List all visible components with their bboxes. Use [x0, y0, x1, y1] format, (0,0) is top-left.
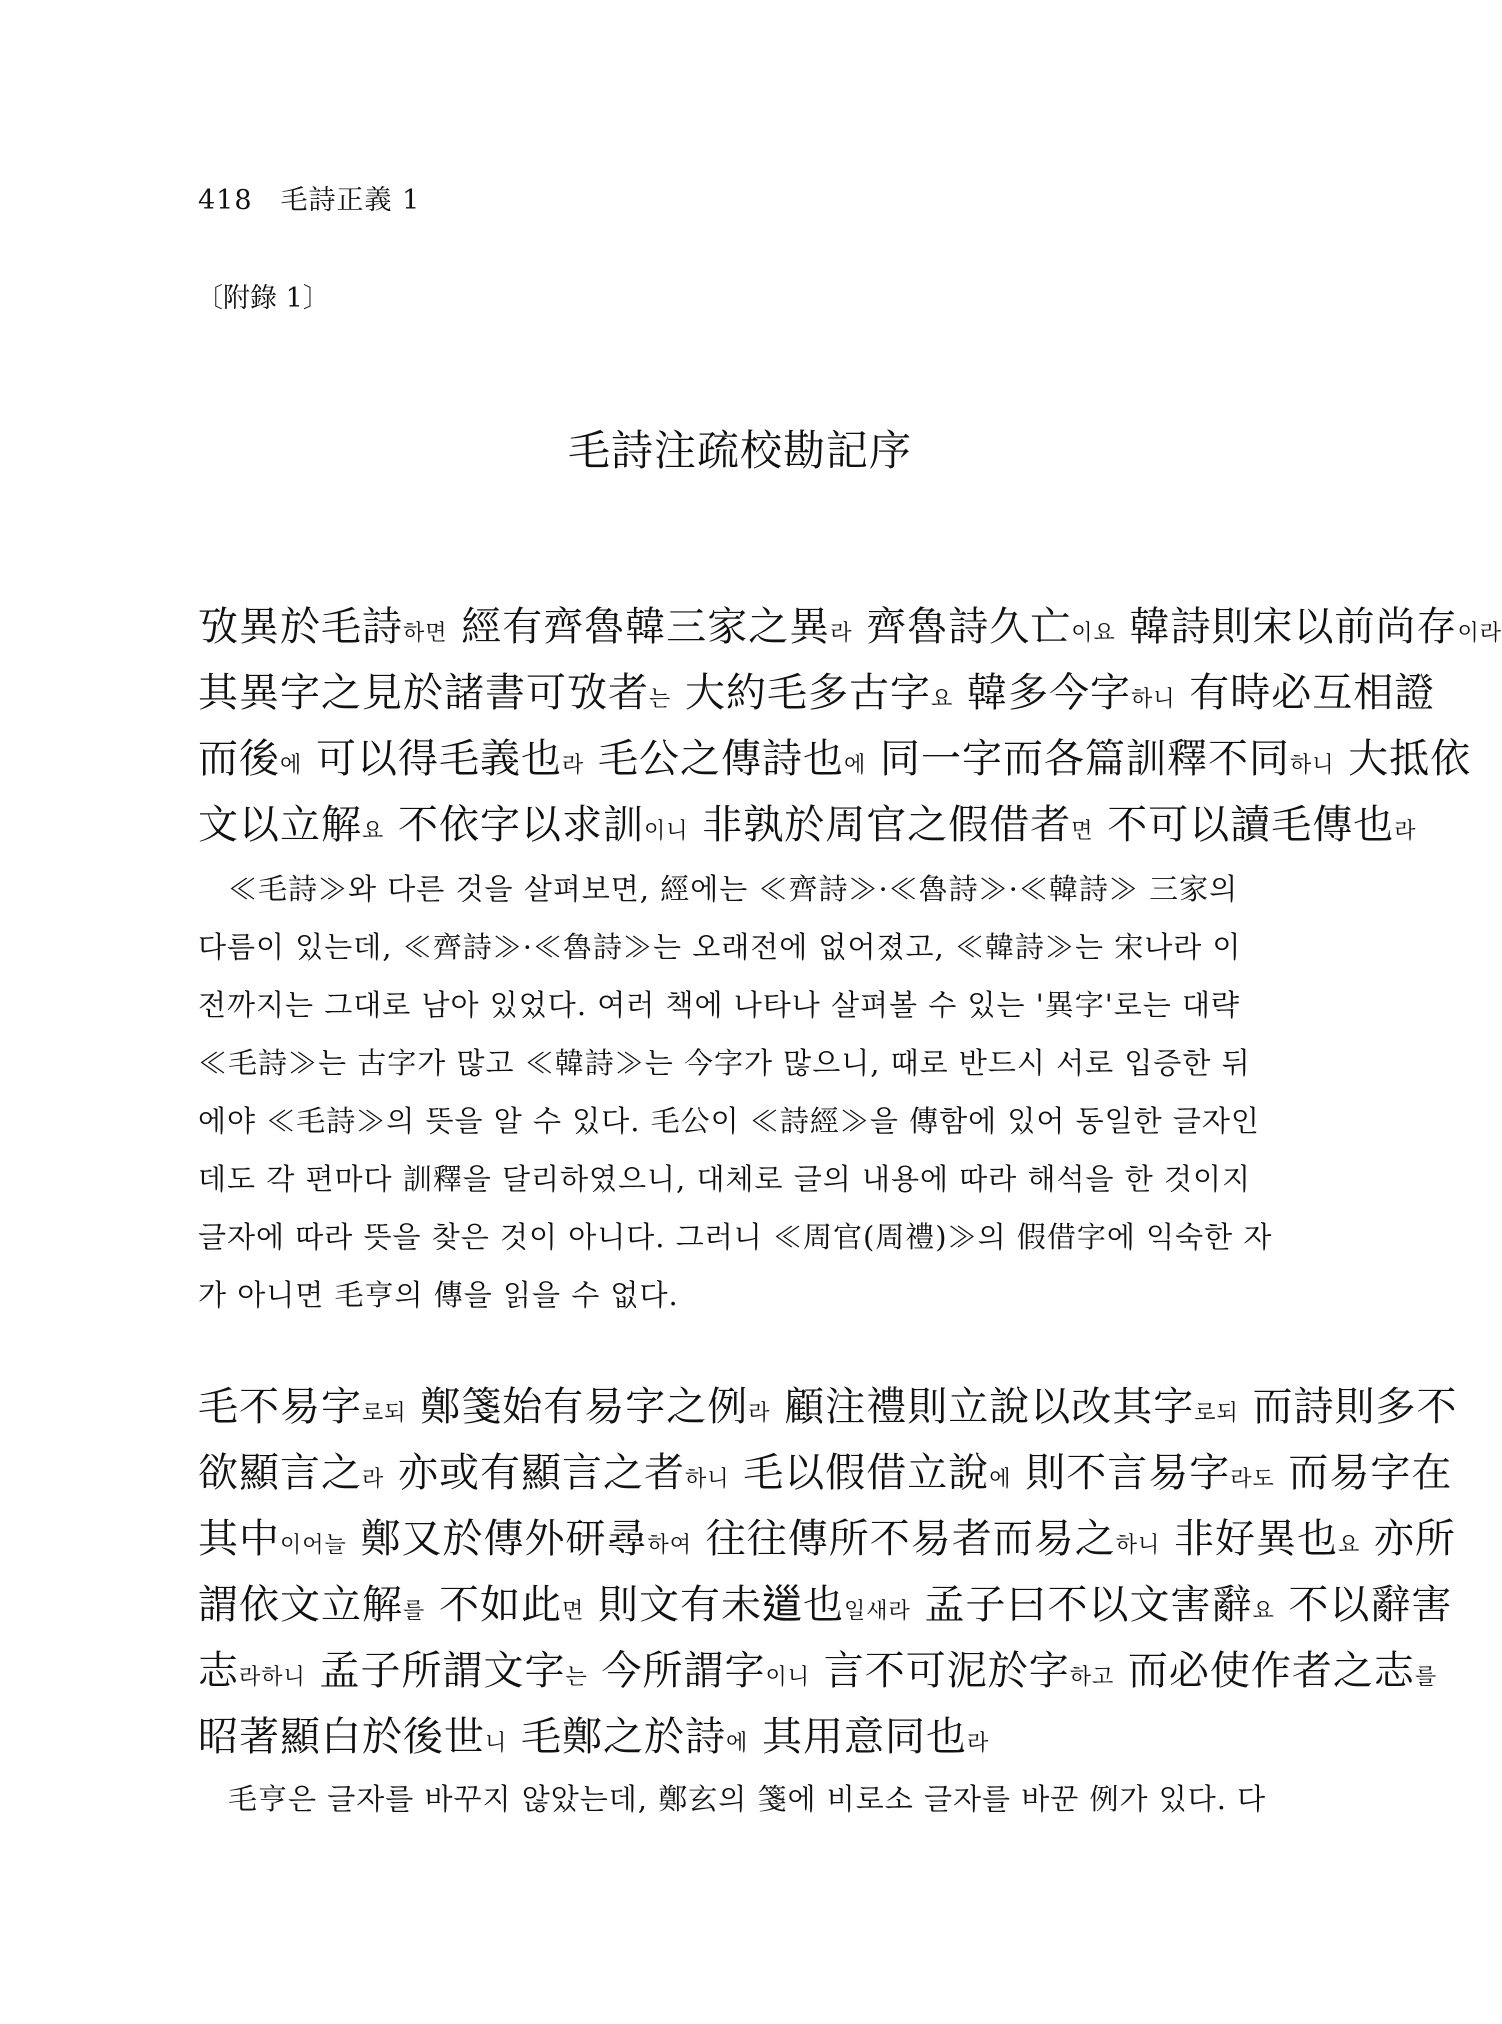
- running-head: 418 毛詩正義 1: [198, 185, 421, 216]
- chinese-line: 攷異於毛詩하면 經有齊魯韓三家之異라 齊魯詩久亡이요 韓詩則宋以前尚存이라: [198, 604, 1502, 650]
- chinese-line: 文以立解요 不依字以求訓이니 非孰於周官之假借者면 不可以讀毛傳也라: [198, 802, 1417, 848]
- korean-line: ≪毛詩≫와 다른 것을 살펴보면, 經에는 ≪齊詩≫·≪魯詩≫·≪韓詩≫ 三家의: [228, 872, 1239, 906]
- korean-line: 데도 각 편마다 訓釋을 달리하였으니, 대체로 글의 내용에 따라 해석을 한 것이지: [198, 1162, 1252, 1196]
- page-title: 毛詩注疏校勘記序: [567, 426, 912, 475]
- chinese-paragraph-2: [198, 1374, 1458, 1770]
- chinese-line: 毛不易字로되 鄭箋始有易字之例라 顧注禮則立說以改其字로되 而詩則多不: [198, 1384, 1458, 1430]
- korean-line: 毛亨은 글자를 바꾸지 않았는데, 鄭玄의 箋에 비로소 글자를 바꾼 例가 있다. 다: [228, 1782, 1267, 1816]
- chinese-paragraph-1: [198, 594, 1502, 858]
- chinese-line: 謂依文立解를 不如此면 則文有未𨕥也일새라 孟子曰不以文害辭요 不以辭害: [198, 1582, 1453, 1628]
- korean-line: 전까지는 그대로 남아 있었다. 여러 책에 나타나 살펴볼 수 있는 '異字'로는 대략: [198, 988, 1240, 1022]
- korean-line: ≪毛詩≫는 古字가 많고 ≪韓詩≫는 今字가 많으니, 때로 반드시 서로 입증한 뒤: [198, 1046, 1251, 1080]
- korean-translation-1: [198, 860, 1303, 1324]
- korean-translation-2: [198, 1770, 1303, 1828]
- chinese-line: 志라하니 孟子所謂文字는 今所謂字이니 言不可泥於字하고 而必使作者之志를: [198, 1648, 1438, 1694]
- korean-line: 글자에 따라 뜻을 찾은 것이 아니다. 그러니 ≪周官(周禮)≫의 假借字에 익숙한 자: [198, 1220, 1273, 1254]
- chinese-line: 而後에 可以得毛義也라 毛公之傳詩也에 同一字而各篇訓釋不同하니 大抵依: [198, 736, 1472, 782]
- chinese-line: 其中이어늘 鄭又於傳外研尋하여 往往傳所不易者而易之하니 非好異也요 亦所: [198, 1516, 1456, 1562]
- korean-line: 다름이 있는데, ≪齊詩≫·≪魯詩≫는 오래전에 없어졌고, ≪韓詩≫는 宋나라 이: [198, 930, 1242, 964]
- chinese-line: 欲顯言之라 亦或有顯言之者하니 毛以假借立說에 則不言易字라도 而易字在: [198, 1450, 1453, 1496]
- korean-line: 가 아니면 毛亨의 傳을 읽을 수 없다.: [198, 1278, 679, 1312]
- korean-line: 에야 ≪毛詩≫의 뜻을 알 수 있다. 毛公이 ≪詩經≫을 傳함에 있어 동일한 글자인: [198, 1104, 1260, 1138]
- appendix-label: 〔附錄 1〕: [196, 283, 330, 314]
- chinese-line: 其異字之見於諸書可攷者는 大約毛多古字요 韓多今字하니 有時必互相證: [198, 670, 1436, 716]
- chinese-line: 昭著顯白於後世니 毛鄭之於詩에 其用意同也라: [198, 1714, 990, 1760]
